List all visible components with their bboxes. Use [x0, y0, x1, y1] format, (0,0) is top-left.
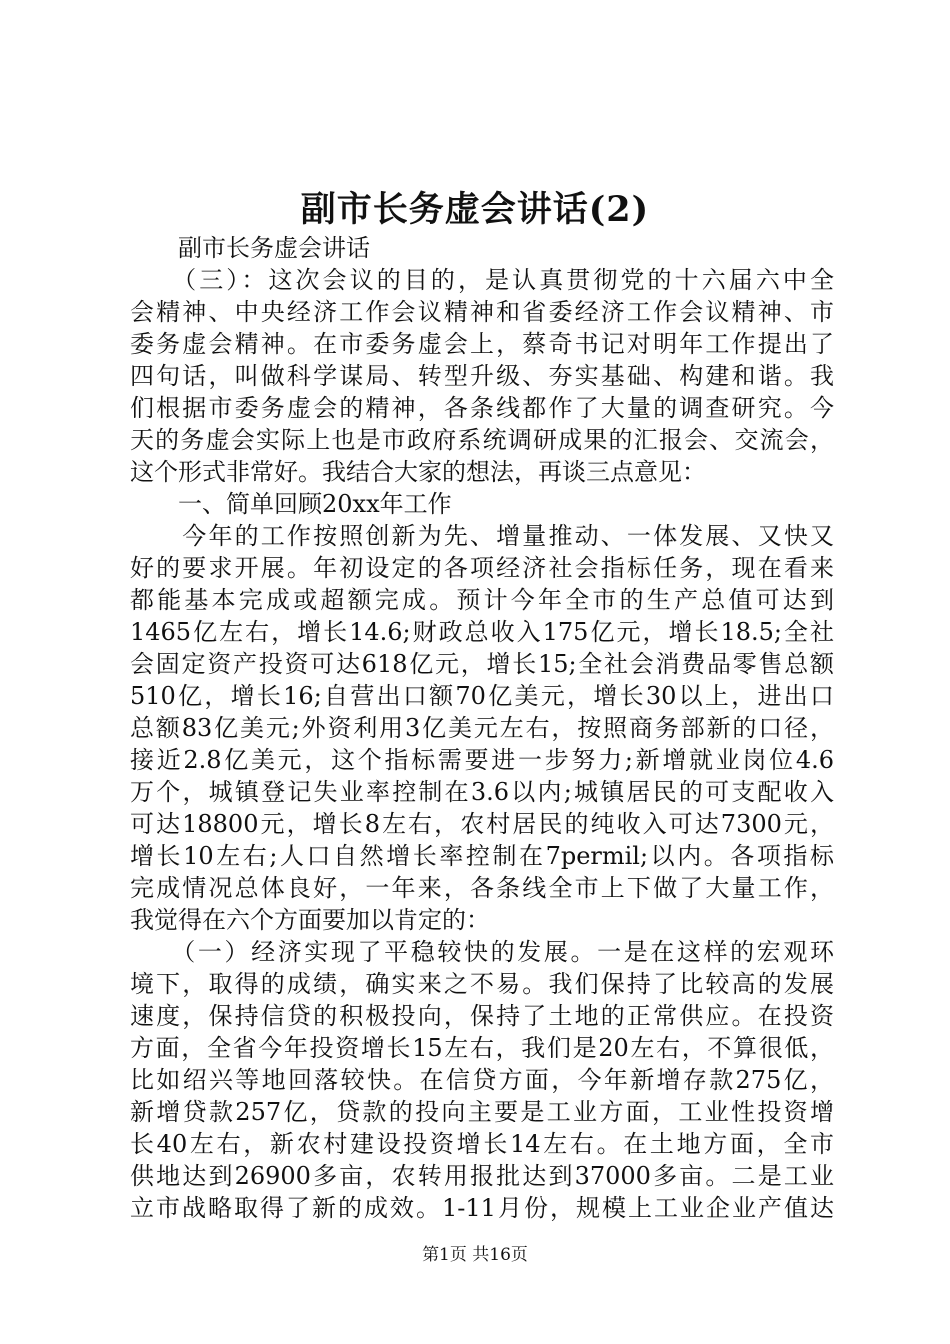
body-text-line: 新增贷款257亿，贷款的投向主要是工业方面，工业性投资增: [130, 1098, 834, 1126]
body-text-line: 都能基本完成或超额完成。预计今年全市的生产总值可达到: [130, 586, 834, 614]
body-text-line: 们根据市委务虚会的精神，各条线都作了大量的调查研究。今: [130, 394, 834, 422]
body-text-line: 一、简单回顾20xx年工作: [130, 490, 452, 518]
body-text-line: 1465亿左右，增长14.6;财政总收入175亿元，增长18.5;全社: [130, 618, 834, 646]
body-text-line: 天的务虚会实际上也是市政府系统调研成果的汇报会、交流会，: [130, 426, 834, 454]
body-text-line: 会固定资产投资可达618亿元，增长15;全社会消费品零售总额: [130, 650, 834, 678]
body-text-line: 总额83亿美元;外资利用3亿美元左右，按照商务部新的口径，: [130, 714, 834, 742]
body-text-line: 境下，取得的成绩，确实来之不易。我们保持了比较高的发展: [130, 970, 834, 998]
body-text-line: 今年的工作按照创新为先、增量推动、一体发展、又快又: [130, 522, 834, 550]
body-text-line: 可达18800元，增长8左右，农村居民的纯收入可达7300元，: [130, 810, 834, 838]
body-text-line: 接近2.8亿美元，这个指标需要进一步努力;新增就业岗位4.6: [130, 746, 834, 774]
body-text-line: 委务虚会精神。在市委务虚会上，蔡奇书记对明年工作提出了: [130, 330, 834, 358]
body-text-line: 立市战略取得了新的成效。1-11月份，规模上工业企业产值达: [130, 1194, 834, 1222]
body-text-line: （三）：这次会议的目的，是认真贯彻党的十六届六中全: [130, 266, 834, 294]
body-text-line: 这个形式非常好。我结合大家的想法，再谈三点意见：: [130, 458, 706, 486]
document-title: 副市长务虚会讲话(2): [300, 189, 650, 230]
page-footer: 第1页 共16页: [422, 1245, 528, 1265]
body-text-line: （一）经济实现了平稳较快的发展。一是在这样的宏观环: [130, 938, 834, 966]
document-body: [130, 232, 834, 1224]
body-text-line: 完成情况总体良好，一年来，各条线全市上下做了大量工作，: [130, 874, 834, 902]
body-text-line: 方面，全省今年投资增长15左右，我们是20左右，不算很低，: [130, 1034, 834, 1062]
body-text-line: 万个，城镇登记失业率控制在3.6以内;城镇居民的可支配收入: [130, 778, 834, 806]
body-text-line: 供地达到26900多亩，农转用报批达到37000多亩。二是工业: [130, 1162, 834, 1190]
body-text-line: 长40左右，新农村建设投资增长14左右。在土地方面，全市: [130, 1130, 834, 1158]
body-text-line: 速度，保持信贷的积极投向，保持了土地的正常供应。在投资: [130, 1002, 834, 1030]
body-text-line: 会精神、中央经济工作会议精神和省委经济工作会议精神、市: [130, 298, 834, 326]
body-text-line: 副市长务虚会讲话: [130, 234, 370, 262]
body-text-line: 510亿，增长16;自营出口额70亿美元，增长30以上，进出口: [130, 682, 834, 710]
body-text-line: 四句话，叫做科学谋局、转型升级、夯实基础、构建和谐。我: [130, 362, 834, 390]
body-text-line: 比如绍兴等地回落较快。在信贷方面，今年新增存款275亿，: [130, 1066, 834, 1094]
body-text-line: 好的要求开展。年初设定的各项经济社会指标任务，现在看来: [130, 554, 834, 582]
body-text-line: 我觉得在六个方面要加以肯定的：: [130, 906, 490, 934]
body-text-line: 增长10左右;人口自然增长率控制在7permil;以内。各项指标: [130, 842, 834, 870]
